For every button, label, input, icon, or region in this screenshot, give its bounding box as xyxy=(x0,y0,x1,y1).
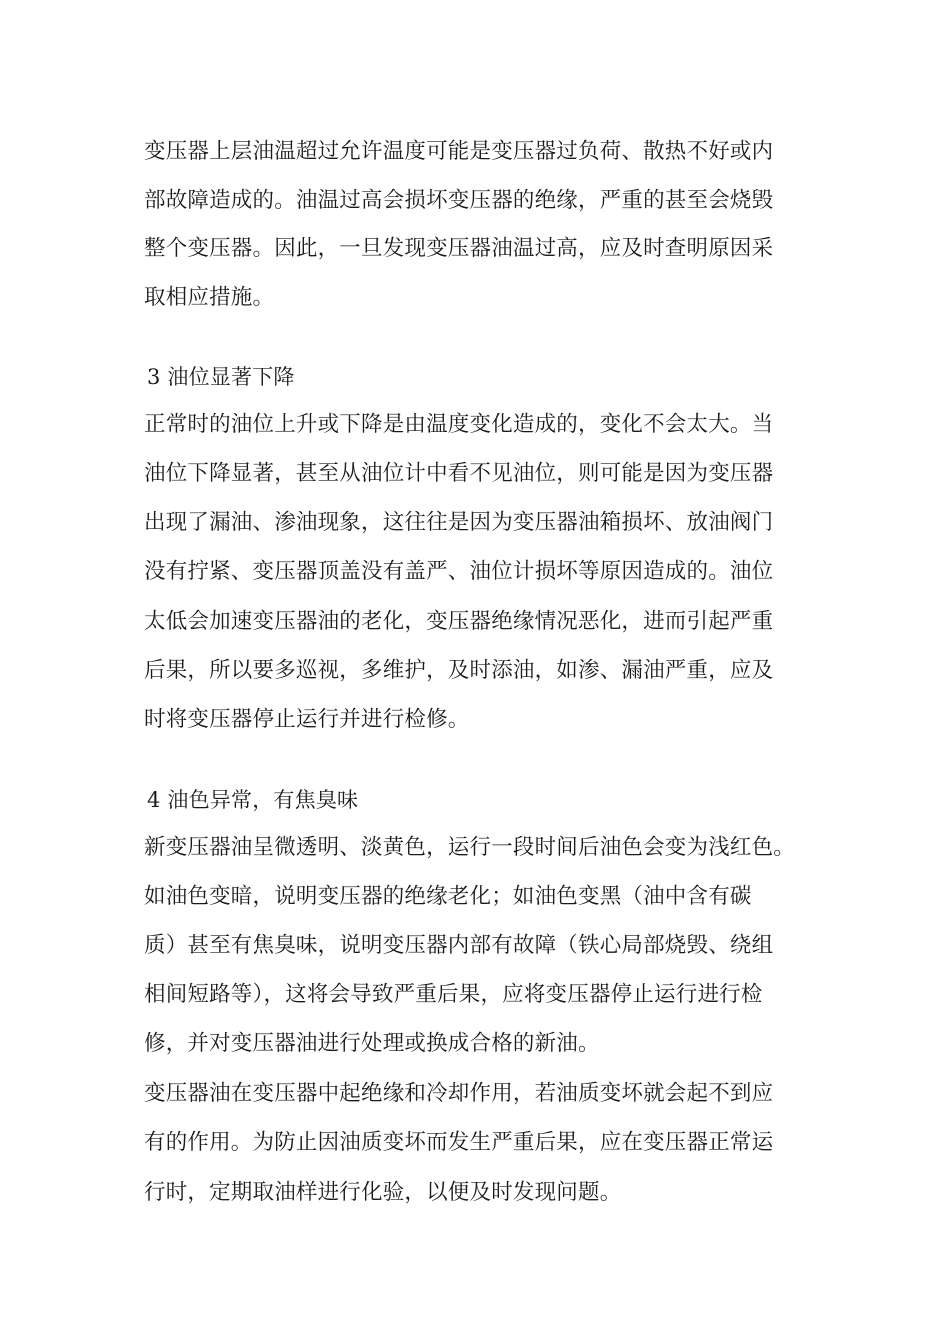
paragraph-line: 变压器油在变压器中起绝缘和冷却作用，若油质变坏就会起不到应 xyxy=(144,1081,774,1106)
paragraph-line: 油位下降显著，甚至从油位计中看不见油位，则可能是因为变压器 xyxy=(144,461,774,486)
paragraph-line: 部故障造成的。油温过高会损坏变压器的绝缘，严重的甚至会烧毁 xyxy=(144,188,774,213)
paragraph-line: 如油色变暗，说明变压器的绝缘老化；如油色变黑（油中含有碳 xyxy=(144,884,752,909)
paragraph-line: 相间短路等），这将会导致严重后果，应将变压器停止运行进行检 xyxy=(144,982,763,1007)
paragraph-line: 质）甚至有焦臭味，说明变压器内部有故障（铁心局部烧毁、绕组 xyxy=(144,933,774,958)
section-heading-4: 4 油色异常，有焦臭味 xyxy=(147,788,359,812)
paragraph-line: 取相应措施。 xyxy=(144,285,275,310)
paragraph-line: 后果，所以要多巡视，多维护，及时添油，如渗、漏油严重，应及 xyxy=(144,658,774,683)
paragraph-line: 整个变压器。因此，一旦发现变压器油温过高，应及时查明原因采 xyxy=(144,236,774,261)
paragraph-line: 正常时的油位上升或下降是由温度变化造成的，变化不会太大。当 xyxy=(144,412,774,437)
paragraph-line: 太低会加速变压器油的老化，变压器绝缘情况恶化，进而引起严重 xyxy=(144,609,774,634)
paragraph-line: 修，并对变压器油进行处理或换成合格的新油。 xyxy=(144,1031,600,1056)
paragraph-line: 新变压器油呈微透明、淡黄色，运行一段时间后油色会变为浅红色。 xyxy=(144,835,796,860)
paragraph-line: 行时，定期取油样进行化验，以便及时发现问题。 xyxy=(144,1180,622,1205)
paragraph-line: 没有拧紧、变压器顶盖没有盖严、油位计损坏等原因造成的。油位 xyxy=(144,559,774,584)
section-heading-3: 3 油位显著下降 xyxy=(147,365,295,389)
paragraph-line: 时将变压器停止运行并进行检修。 xyxy=(144,707,470,732)
paragraph-line: 出现了漏油、渗油现象，这往往是因为变压器油箱损坏、放油阀门 xyxy=(144,510,774,535)
paragraph-line: 变压器上层油温超过允许温度可能是变压器过负荷、散热不好或内 xyxy=(144,139,774,164)
paragraph-line: 有的作用。为防止因油质变坏而发生严重后果，应在变压器正常运 xyxy=(144,1130,774,1155)
